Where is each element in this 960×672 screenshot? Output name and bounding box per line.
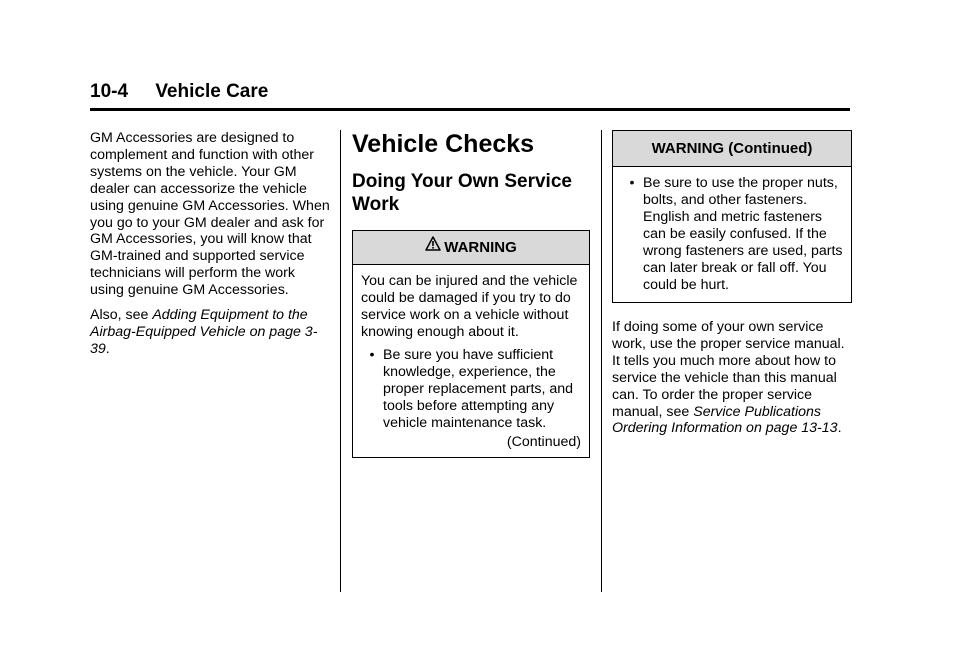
warning-continued-box bbox=[612, 130, 852, 303]
service-manual-paragraph bbox=[612, 319, 852, 437]
column-left bbox=[90, 130, 330, 358]
subsection-heading: Doing Your Own Service Work bbox=[352, 171, 572, 215]
airbag-equipment-link[interactable]: Adding Equipment to the Airbag-Equipped Vehicle on page 3-39 bbox=[90, 307, 318, 357]
warning-bullet bbox=[621, 175, 843, 294]
service-manual-suffix: . bbox=[837, 420, 842, 437]
page-header bbox=[90, 80, 850, 111]
see-also-prefix: Also, see bbox=[90, 307, 153, 324]
column-divider bbox=[601, 130, 602, 592]
column-middle bbox=[352, 130, 590, 458]
warning-continued-header: WARNING (Continued) bbox=[613, 131, 851, 167]
section-title: Vehicle Care bbox=[155, 81, 269, 102]
warning-body bbox=[353, 265, 589, 457]
warning-header bbox=[353, 231, 589, 265]
column-divider bbox=[340, 130, 341, 592]
warning-continued-body bbox=[613, 167, 851, 302]
warning-title: WARNING bbox=[444, 239, 517, 256]
continued-label: (Continued) bbox=[506, 434, 581, 450]
bullet-icon: • bbox=[369, 347, 375, 363]
bullet-icon: • bbox=[629, 175, 635, 191]
see-also-paragraph bbox=[90, 307, 330, 358]
accessories-paragraph: GM Accessories are designed to complement and function with other systems on the vehicle. Your GM dealer can accessorize the vehicle using genuine GM Accessories. When you go to your GM dealer and ask for GM Accessories, you will know that GM-trained and supported service technicians will perform the work using genuine GM Accessories. bbox=[90, 130, 330, 299]
see-also-suffix: . bbox=[105, 340, 110, 357]
warning-box bbox=[352, 230, 590, 458]
warning-intro: You can be injured and the vehicle could be damaged if you try to do service work on a vehicle without knowing enough about it. bbox=[361, 273, 578, 340]
service-publications-link[interactable]: Service Publications Ordering Information on page 13-13 bbox=[612, 403, 838, 437]
page-number: 10-4 bbox=[90, 81, 129, 102]
section-heading: Vehicle Checks bbox=[352, 130, 535, 158]
service-manual-text: If doing some of your own service work, use the proper service manual. It tells you much more about how to service the vehicle than this manual can. To order the proper service manual, see bbox=[612, 319, 845, 420]
column-right bbox=[612, 130, 852, 437]
warning-triangle-icon bbox=[425, 230, 441, 263]
warning-bullet bbox=[361, 347, 581, 432]
warning-bullet-text: Be sure to use the proper nuts, bolts, and other fasteners. English and metric fasteners can be easily confused. If the wrong fasteners are used, parts can later break or fall off. You could be hurt. bbox=[643, 175, 843, 293]
warning-bullet-text: Be sure you have sufficient knowledge, experience, the proper replacement parts, and tools before attempting any vehicle maintenance task. bbox=[383, 347, 574, 431]
